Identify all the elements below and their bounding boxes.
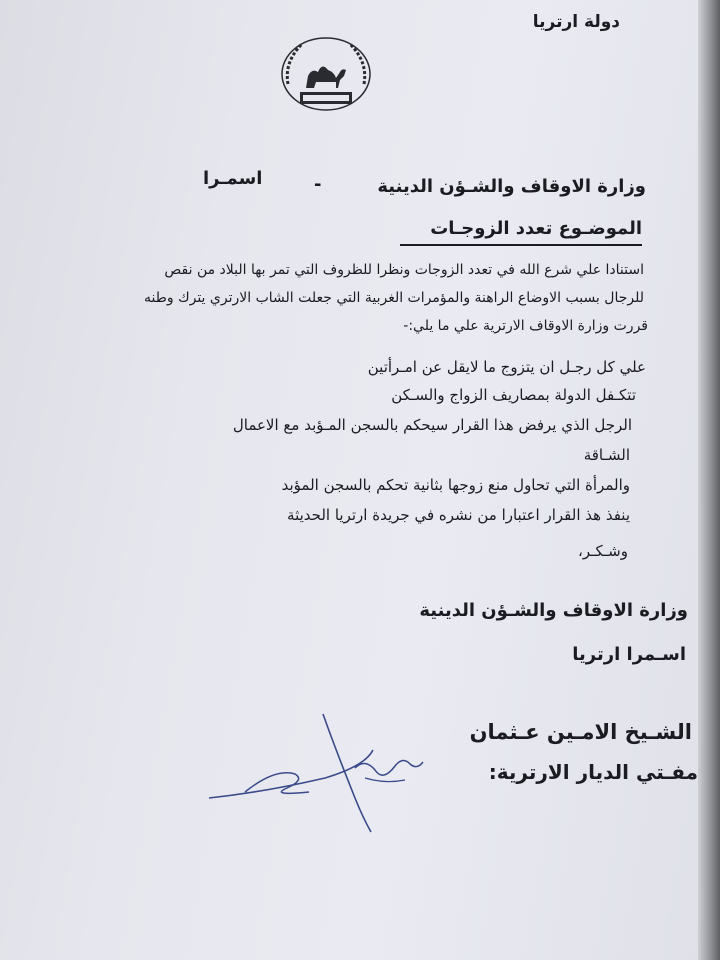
body-line-1: استنادا علي شرع الله في تعدد الزوجات ونظرا للظروف التي تمر بها البلاد من نقص [164, 262, 644, 278]
signatory-title: مفـتي الديار الارترية: [488, 760, 698, 784]
signatory-name: الشـيخ الامـين عـثمان [469, 720, 692, 744]
decision-2: تتكـفل الدولة بمصاريف الزواج والسـكن [391, 386, 636, 404]
signature-icon [205, 708, 430, 838]
decision-1: علي كل رجـل ان يتزوج ما لايقل عن امـرأتين [367, 358, 646, 376]
decision-4: الشـاقة [583, 446, 630, 464]
decision-5: والمرأة التي تحاول منع زوجها بثانية تحكم بالسجن المؤبد [281, 476, 630, 494]
camel-emblem-icon [276, 32, 376, 116]
decision-6: ينفذ هذ القرار اعتبارا من نشره في جريدة ارتريا الحديثة [287, 506, 630, 524]
footer-ministry: وزارة الاوقاف والشـؤن الدينية [419, 600, 688, 621]
body-line-2: للرجال بسبب الاوضاع الراهنة والمؤمرات الغربية التي جعلت الشاب الارتري يترك وطنه [143, 290, 644, 306]
decision-7: وشـكـر، [577, 542, 628, 560]
footer-city: اسـمرا ارتريا [572, 644, 686, 665]
subject-underline [400, 244, 642, 246]
header-city: اسمـرا [203, 168, 263, 189]
ministry-header: وزارة الاوقاف والشـؤن الدينية [377, 176, 646, 197]
header-dash: - [314, 174, 322, 195]
paper-edge [698, 0, 720, 960]
body-line-3: قررت وزارة الاوقاف الارترية علي ما يلي:- [403, 318, 648, 334]
state-name: دولة ارتريا [532, 12, 620, 32]
decision-3: الرجل الذي يرفض هذا القرار سيحكم بالسجن المـؤبد مع الاعمال [232, 416, 632, 434]
subject-heading: الموضـوع تعدد الزوجـات [430, 218, 642, 239]
